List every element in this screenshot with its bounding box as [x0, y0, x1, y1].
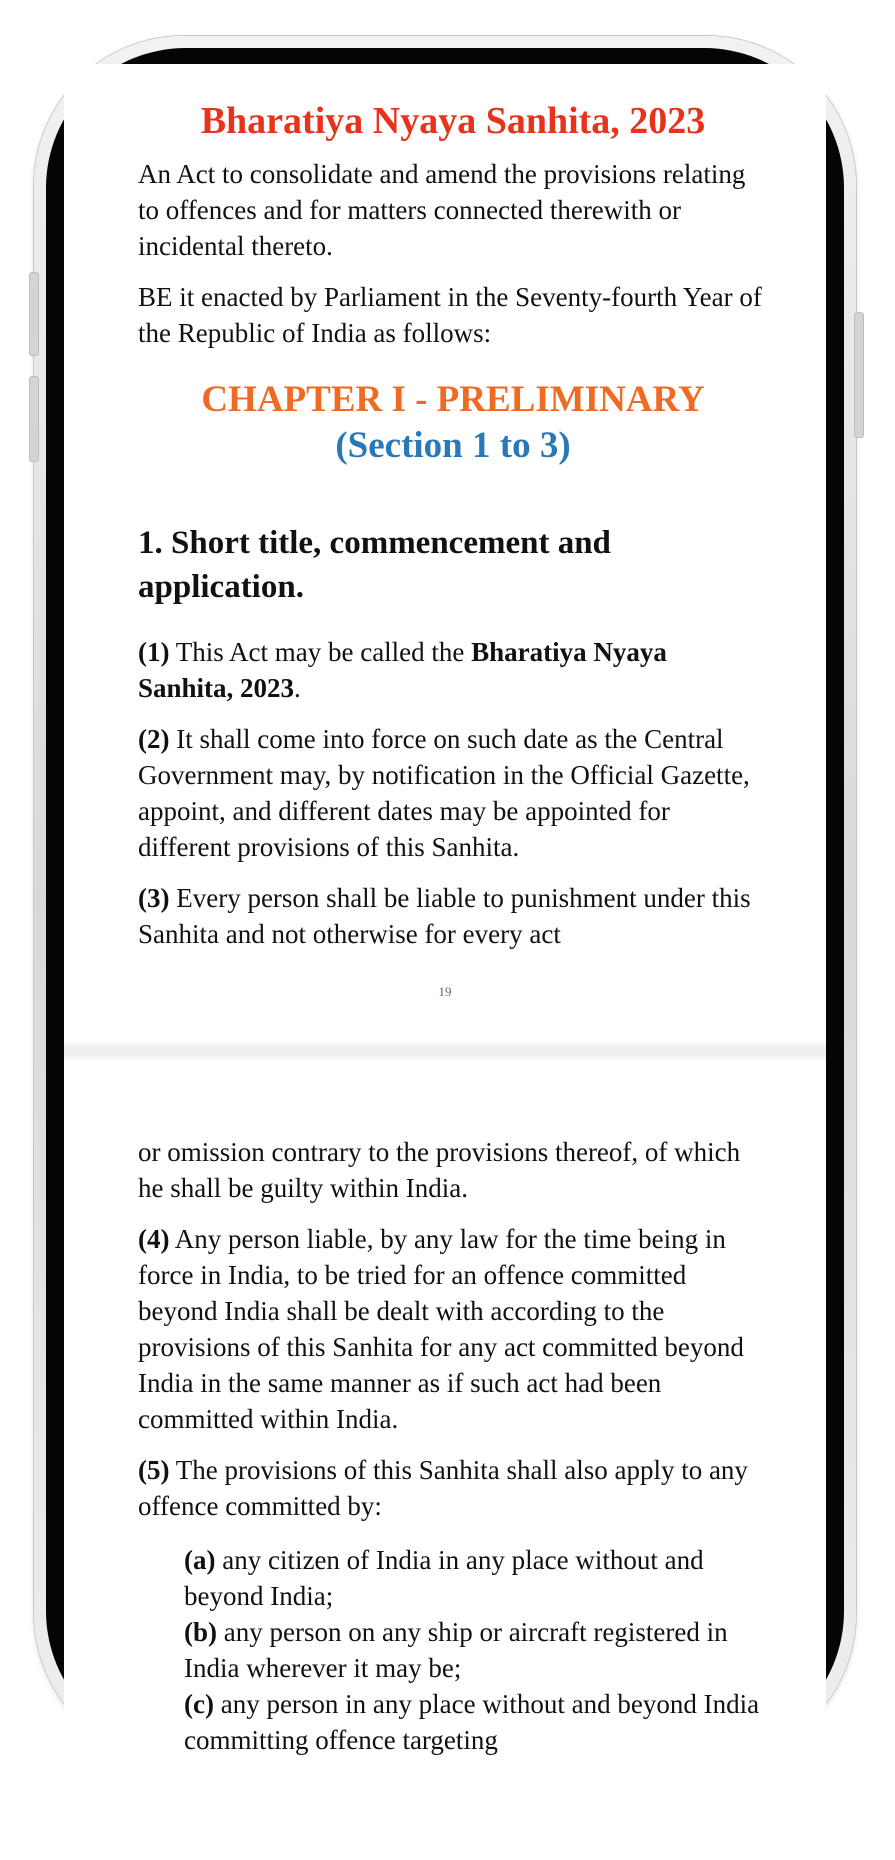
chapter-title: CHAPTER I - PRELIMINARY	[201, 379, 705, 420]
clause-3-text: Every person shall be liable to punishment under this Sanhita and not otherwise for every act	[138, 883, 751, 949]
document-page-2	[64, 1060, 826, 1860]
clause-2-text: It shall come into force on such date as the Central Government may, by notification in the Official Gazette, appoint, and different dates may be appointed for different provisions of this Sanhita.	[138, 724, 750, 862]
clause-3-number: (3)	[138, 883, 170, 913]
clause-1	[138, 634, 768, 706]
enactment-text: BE it enacted by Parliament in the Seventy-fourth Year of the Republic of India as follows:	[138, 282, 762, 348]
sub-clause-list	[138, 1542, 768, 1758]
sub-clause-a-number: (a)	[184, 1545, 216, 1575]
volume-up-button	[29, 272, 39, 356]
page-2-content	[138, 1134, 768, 1758]
clause-5-text: The provisions of this Sanhita shall also apply to any offence committed by:	[138, 1455, 748, 1521]
clause-2	[138, 721, 768, 865]
volume-down-button	[29, 376, 39, 462]
power-button	[854, 312, 864, 438]
clause-1-end: .	[294, 673, 301, 703]
sub-clause-a-text: any citizen of India in any place without and beyond India;	[184, 1545, 704, 1611]
clause-1-number: (1)	[138, 637, 170, 667]
chapter-section-range: (Section 1 to 3)	[335, 425, 571, 466]
preamble-text: An Act to consolidate and amend the provisions relating to offences and for matters connected therewith or incidental thereto.	[138, 159, 746, 261]
clause-4	[138, 1221, 768, 1437]
page-number: 19	[438, 984, 452, 999]
sub-clause-b	[184, 1614, 768, 1686]
page-1-content	[138, 98, 768, 967]
clause-2-number: (2)	[138, 724, 170, 754]
clause-5-number: (5)	[138, 1455, 170, 1485]
page-divider	[64, 1042, 826, 1062]
sub-clause-b-text: any person on any ship or aircraft registered in India wherever it may be;	[184, 1617, 728, 1683]
document-title: Bharatiya Nyaya Sanhita, 2023	[200, 100, 706, 142]
clause-4-text: Any person liable, by any law for the time being in force in India, to be tried for an offence committed beyond India shall be dealt with according to the provisions of this Sanhita for any act committed beyond India in the same manner as if such act had been committed within India.	[138, 1224, 744, 1434]
sub-clause-b-number: (b)	[184, 1617, 217, 1647]
document-page-1	[64, 64, 826, 1044]
clause-1-act-name: Bharatiya Nyaya Sanhita, 2023	[138, 637, 667, 703]
sub-clause-c-number: (c)	[184, 1689, 214, 1719]
clause-1-text: This Act may be called the	[169, 637, 472, 667]
clause-3-part-2: or omission contrary to the provisions thereof, of which he shall be guilty within India.	[138, 1137, 741, 1203]
sub-clause-c-text: any person in any place without and beyond India committing offence targeting	[184, 1689, 760, 1755]
sub-clause-c	[184, 1686, 768, 1758]
clause-3-part-1	[138, 880, 768, 952]
clause-4-number: (4)	[138, 1224, 170, 1254]
sub-clause-a	[184, 1542, 768, 1614]
clause-5	[138, 1452, 768, 1524]
section-heading: 1. Short title, commencement and application.	[138, 525, 611, 605]
reader-screen[interactable]	[64, 64, 826, 1755]
